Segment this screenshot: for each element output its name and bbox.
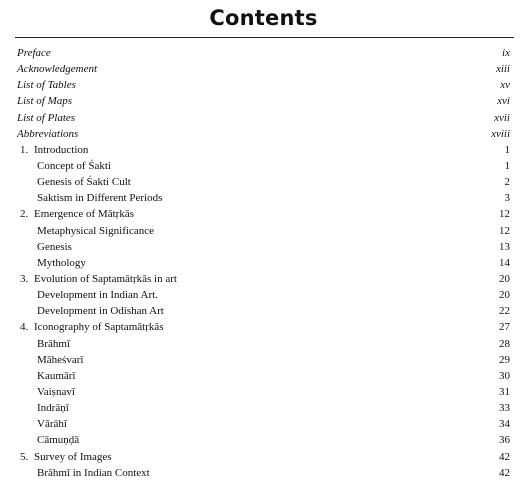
toc-entry [0, 384, 527, 400]
toc-entry [0, 449, 527, 465]
toc-entry-number: 4. [20, 321, 29, 334]
toc-entry-page-number: 28 [499, 337, 510, 350]
title-underline [15, 37, 514, 38]
toc-entry-page-number: 33 [499, 402, 510, 415]
toc-entry-page-number: 42 [499, 466, 510, 479]
toc-entry-title: Survey of Images [34, 450, 112, 463]
toc-entry-title: Māheśvarī [37, 353, 84, 366]
toc-entry-page-number: 14 [499, 256, 510, 269]
toc-entry-title: Concept of Śakti [37, 159, 111, 172]
toc-entry [0, 255, 527, 271]
toc-entry [0, 158, 527, 174]
toc-entry [0, 190, 527, 206]
toc-entry-number: 3. [20, 272, 29, 285]
toc-entry-page-number: 13 [499, 240, 510, 253]
toc-entry-number: 2. [20, 208, 29, 221]
toc-entry-page-number: xvii [494, 111, 510, 124]
toc-entry [0, 465, 527, 481]
toc-entry-page-number: 29 [499, 353, 510, 366]
toc-entry-number: 5. [20, 450, 29, 463]
toc-entry-page-number: 3 [504, 192, 510, 205]
toc-entry [0, 223, 527, 239]
toc-entry-page-number: xv [500, 79, 510, 92]
toc-entry-title: Iconography of Saptamātṛkās [34, 321, 164, 334]
toc-entry-title: Vaiṣnavī [37, 385, 75, 398]
toc-entry-title: List of Plates [17, 111, 76, 124]
toc-entry-page-number: xiii [495, 63, 510, 76]
toc-entry-title: Introduction [34, 143, 89, 156]
toc-entry [0, 352, 527, 368]
toc-entry [0, 174, 527, 190]
toc-entry-page-number: 30 [499, 369, 510, 382]
toc-entry [0, 416, 527, 432]
toc-entry [0, 336, 527, 352]
toc-entry [0, 45, 527, 61]
toc-entry-page-number: 27 [499, 321, 510, 334]
toc-entry-title: Mythology [37, 256, 86, 269]
page-title: Contents [209, 6, 318, 30]
toc-entry-page-number: 34 [499, 418, 510, 431]
toc-entry-title: Abbreviations [17, 127, 79, 140]
toc-entry [0, 126, 527, 142]
toc-entry [0, 368, 527, 384]
toc-entry-title: Development in Indian Art. [37, 289, 158, 302]
toc-entry-title: List of Maps [17, 95, 73, 108]
toc-entry [0, 206, 527, 222]
toc-entry-page-number: 42 [499, 450, 510, 463]
toc-entry-page-number: 22 [499, 305, 510, 318]
toc-entry-page-number: xvi [497, 95, 510, 108]
toc-entry-page-number: 20 [499, 272, 510, 285]
toc-entry-title: Indrāṇī [37, 402, 69, 415]
toc-entry-title: Acknowledgement [17, 63, 98, 76]
toc-entry-page-number: xviii [491, 127, 510, 140]
toc-entry-page-number: 12 [499, 224, 510, 237]
toc-entry-title: Genesis [37, 240, 72, 253]
toc-entry-page-number: 1 [504, 159, 510, 172]
toc-entry [0, 110, 527, 126]
toc-entry-title: Evolution of Saptamātṛkās in art [34, 272, 177, 285]
toc-entry-page-number: 1 [504, 143, 510, 156]
toc-entry-title: Saktism in Different Periods [37, 192, 163, 205]
toc-entry-page-number: 2 [504, 176, 510, 189]
toc-entry-title: Kaumārī [37, 369, 76, 382]
toc-entry-title: Development in Odishan Art [37, 305, 164, 318]
toc-entry-page-number: 12 [499, 208, 510, 221]
toc-entry [0, 77, 527, 93]
toc-entry [0, 93, 527, 109]
toc-entry-page-number: 20 [499, 289, 510, 302]
toc-entry-page-number: ix [502, 47, 510, 59]
toc-entry-number: 1. [20, 143, 29, 156]
toc-entry-page-number: 36 [499, 434, 510, 447]
toc-entry [0, 239, 527, 255]
toc-entry-title: Genesis of Śakti Cult [37, 176, 131, 189]
toc-entry-title: List of Tables [17, 79, 76, 92]
toc-entry-title: Vārāhī [37, 418, 67, 431]
toc-entry-title: Brāhmī in Indian Context [37, 466, 150, 479]
toc-entry [0, 303, 527, 319]
toc-entry [0, 432, 527, 448]
toc-entry [0, 271, 527, 287]
toc-entry [0, 142, 527, 158]
toc-entry-title: Preface [17, 47, 51, 59]
toc-entry [0, 61, 527, 77]
toc-entry-title: Brāhmī [37, 337, 70, 350]
table-of-contents [0, 45, 527, 481]
toc-entry-title: Emergence of Mātṛkās [34, 208, 134, 221]
toc-entry-title: Cāmuṇḍā [37, 434, 80, 447]
toc-entry-page-number: 31 [499, 385, 510, 398]
toc-entry [0, 287, 527, 303]
toc-entry [0, 319, 527, 335]
toc-entry-title: Metaphysical Significance [37, 224, 154, 237]
toc-entry [0, 400, 527, 416]
